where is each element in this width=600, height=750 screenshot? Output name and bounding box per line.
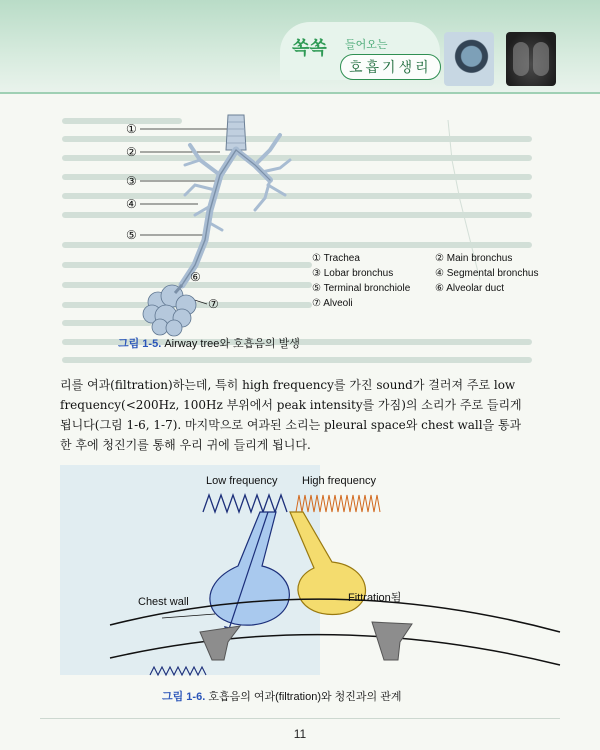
figure-1-6-caption <box>162 688 401 704</box>
legend-main-bronchus: ② Main bronchus <box>435 253 513 264</box>
header-brand: 쏙쏙 <box>292 38 327 59</box>
callout-lobar-bronchus: ③ <box>126 174 137 188</box>
filtration-label: Fittration됨 <box>348 592 402 604</box>
callout-terminal-bronchiole: ⑤ <box>126 228 137 242</box>
figure-1-6-label: 그림 1-6. <box>162 691 206 703</box>
legend-terminal-bronchiole: ⑤ Terminal bronchiole <box>312 283 411 294</box>
stethoscope-head-right <box>372 622 412 660</box>
chest-wall-inner <box>110 635 560 665</box>
figure-1-5-label: 그림 1-5. <box>118 338 162 350</box>
callout-alveoli: ⑦ <box>208 297 219 311</box>
callout-main-bronchus: ② <box>126 145 137 159</box>
page-number: 11 <box>293 727 307 741</box>
stethoscope-head-left <box>200 626 240 660</box>
body-line-2: frequency(<200Hz, 100Hz 부위에서 peak intensity를 가짐)의 소리가 주로 들리게 <box>60 398 522 412</box>
callout-segmental-bronchus: ④ <box>126 197 137 211</box>
legend-lobar-bronchus: ③ Lobar bronchus <box>312 268 394 279</box>
figure-1-6-caption-text: 호흡음의 여과(filtration)와 청진과의 관계 <box>208 691 402 703</box>
high-frequency-wave <box>296 495 380 512</box>
body-line-3: 됩니다(그림 1-6, 1-7). 마지막으로 여과된 소리는 pleural space와 chest wall을 통과 <box>60 418 522 432</box>
body-line-4: 한 후에 청진기를 통해 우리 귀에 들리게 됩니다. <box>60 438 311 452</box>
chest-wall-label: Chest wall <box>138 596 189 608</box>
high-frequency-label: High frequency <box>302 475 376 487</box>
callout-trachea: ① <box>126 122 137 136</box>
figure-1-5-caption-text: Airway tree와 호흡음의 발생 <box>164 338 300 350</box>
legend-alveoli: ⑦ Alveoli <box>312 298 353 309</box>
header-subtitle: 들어오는 <box>345 38 388 51</box>
body-line-1: 리를 여과(filtration)하는데, 특히 high frequency를 가진 sound가 걸러져 주로 low <box>60 378 516 392</box>
low-frequency-label: Low frequency <box>206 475 278 487</box>
transmitted-wave <box>150 667 206 675</box>
header-title: 호흡기생리 <box>340 54 441 80</box>
page-footer-rule <box>40 718 560 719</box>
legend-alveolar-duct: ⑥ Alveolar duct <box>435 283 504 294</box>
low-frequency-wave <box>203 495 287 512</box>
legend-trachea: ① Trachea <box>312 253 360 264</box>
legend-segmental-bronchus: ④ Segmental bronchus <box>435 268 539 279</box>
callout-alveolar-duct: ⑥ <box>190 270 201 284</box>
